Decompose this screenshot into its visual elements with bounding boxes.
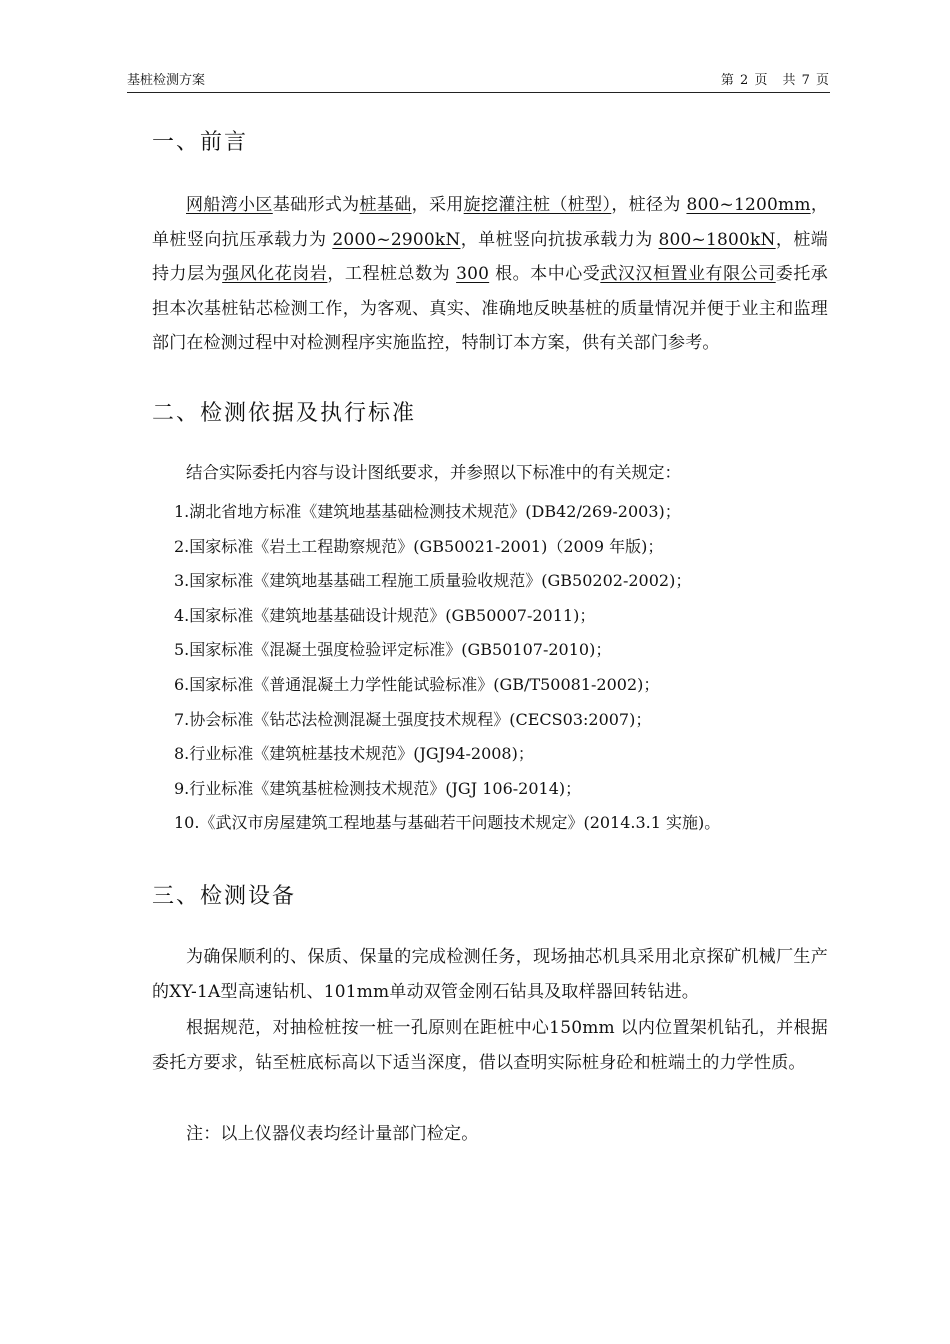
p-seg: 桩基础 bbox=[359, 195, 412, 215]
standard-item: 9.行业标准《建筑基桩检测技术规范》(JGJ 106-2014)； bbox=[174, 779, 582, 798]
standard-item: 4.国家标准《建筑地基基础设计规范》(GB50007-2011)； bbox=[174, 606, 596, 625]
p-seg: 800~1200mm bbox=[686, 195, 811, 215]
p-seg: 基础形式为 bbox=[272, 195, 360, 215]
p-seg: ，工程桩总数为 bbox=[327, 264, 457, 284]
p-seg: ，桩端持力层为 bbox=[152, 229, 828, 284]
p-seg: 根。本中心受 bbox=[489, 264, 601, 284]
p-seg: ，采用 bbox=[411, 195, 464, 215]
p-seg: 800~1800kN bbox=[658, 229, 776, 250]
standard-item: 6.国家标准《普通混凝土力学性能试验标准》(GB/T50081-2002)； bbox=[174, 675, 660, 694]
header-page-number: 第 2 页 共 7 页 bbox=[720, 73, 830, 88]
p-seg: 300 bbox=[456, 264, 490, 284]
p-seg: 2000~2900kN bbox=[332, 229, 461, 250]
standard-item: 7.协会标准《钻芯法检测混凝土强度技术规程》(CECS03:2007)； bbox=[174, 710, 652, 729]
standard-item: 8.行业标准《建筑桩基技术规范》(JGJ94-2008)； bbox=[174, 744, 534, 763]
p-seg: 网船湾小区 bbox=[186, 195, 273, 215]
section3-paragraph-equipment: 为确保顺利的、保质、保量的完成检测任务，现场抽芯机具采用北京探矿机械厂生产的XY-1A型高速钻机、101mm单动双管金刚石钻具及取样器回转钻进。 bbox=[152, 947, 828, 1002]
section1-heading: 一、前言 bbox=[152, 130, 249, 155]
section3-heading: 三、检测设备 bbox=[152, 884, 297, 909]
p-seg: ，桩径为 bbox=[611, 195, 687, 215]
section1-paragraph bbox=[152, 188, 828, 361]
p-seg: 旋挖灌注桩（桩型） bbox=[463, 195, 612, 215]
standard-item: 3.国家标准《建筑地基基础工程施工质量验收规范》(GB50202-2002)； bbox=[174, 571, 692, 590]
standard-item: 2.国家标准《岩土工程勘察规范》(GB50021-2001)（2009 年版)； bbox=[174, 537, 664, 556]
section3-paragraph-drilling: 根据规范，对抽检桩按一桩一孔原则在距桩中心150mm 以内位置架机钻孔，并根据委托方要求，钻至桩底标高以下适当深度，借以查明实际桩身砼和桩端土的力学性质。 bbox=[152, 1018, 828, 1073]
standard-item: 5.国家标准《混凝土强度检验评定标准》(GB50107-2010)； bbox=[174, 640, 612, 659]
p-seg: 强风化花岗岩 bbox=[222, 264, 328, 284]
page-header bbox=[127, 72, 830, 93]
p-seg: ，单桩竖向抗拔承载力为 bbox=[460, 229, 659, 250]
section2-intro: 结合实际委托内容与设计图纸要求，并参照以下标准中的有关规定： bbox=[186, 463, 681, 482]
section3-note: 注：以上仪器仪表均经计量部门检定。 bbox=[186, 1124, 479, 1144]
header-doc-title: 基桩检测方案 bbox=[127, 73, 206, 88]
p-seg: 武汉汉桓置业有限公司 bbox=[600, 264, 776, 284]
standard-item: 1.湖北省地方标准《建筑地基基础检测技术规范》(DB42/269-2003)； bbox=[174, 502, 681, 521]
standard-item: 10.《武汉市房屋建筑工程地基与基础若干问题技术规定》(2014.3.1 实施)。 bbox=[174, 813, 721, 832]
section2-heading: 二、检测依据及执行标准 bbox=[152, 401, 417, 426]
p-seg: ，单桩竖向抗压承载力为 bbox=[152, 195, 829, 250]
p-seg: 委托承担本次基桩钻芯检测工作，为客观、真实、准确地反映基桩的质量情况并便于业主和监理部门在检测过程中对检测程序实施监控，特制订本方案，供有关部门参考。 bbox=[152, 264, 828, 353]
